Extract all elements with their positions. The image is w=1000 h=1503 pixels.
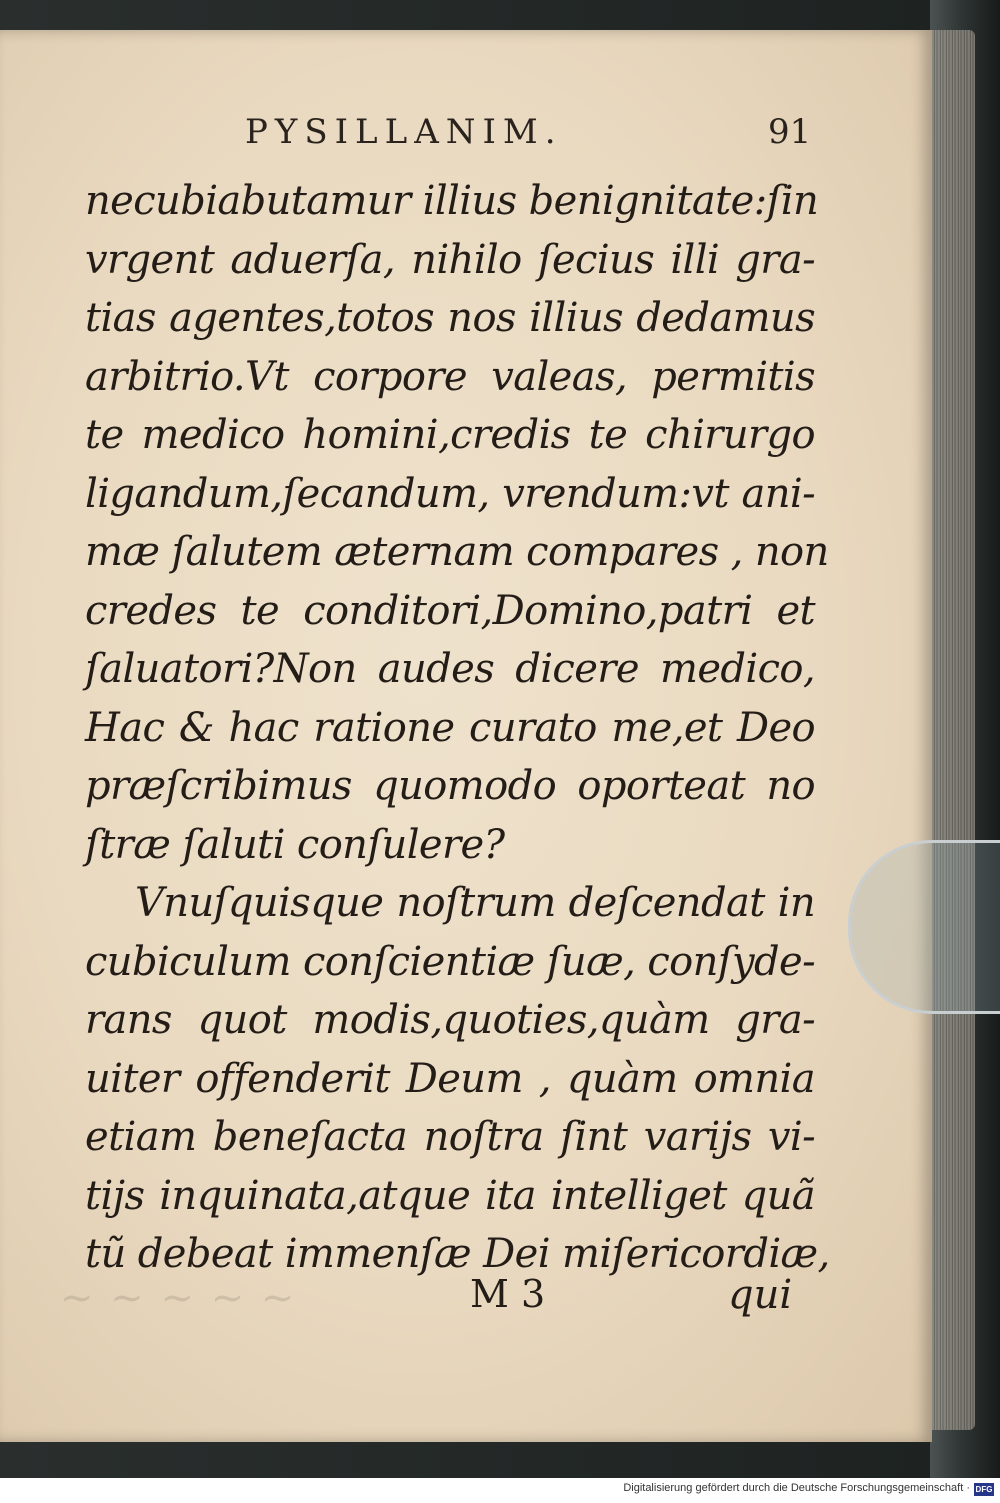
signature-mark: M 3 [470, 1272, 546, 1316]
running-head: PYSILLANIM. [245, 112, 563, 152]
paragraph-start-line: Vnuſquisque noſtrum deſcendat in [135, 880, 815, 926]
text-line: necubiabutamur illius benignitate:ſin [85, 178, 819, 224]
text-line: uiter offenderit Deum , quàm omnia [85, 1055, 815, 1102]
text-block [85, 172, 830, 1284]
text-line: ſaluatori?Non audes dicere medico, [85, 646, 815, 692]
text-line: tijs inquinata,atque ita intelliget quã [85, 1172, 815, 1219]
text-line: rans quot modis,quoties,quàm gra- [85, 997, 815, 1043]
text-line: Hac & hac ratione curato me,et Deo [85, 704, 815, 751]
text-line: cubiculum conſcientiæ ſuæ, conſyde- [85, 938, 815, 985]
text-line: præſcribimus quomodo oporteat no [85, 763, 815, 809]
text-line: arbitrio.Vt corpore valeas, permitis [85, 353, 815, 400]
dfg-logo-icon: DFG [975, 1485, 993, 1494]
text-line: etiam beneſacta noſtra ſint varijs vi- [85, 1114, 815, 1160]
page-number: 91 [768, 112, 812, 152]
bookmark-clip [848, 840, 1000, 1014]
text-line: ligandum,ſecandum, vrendum:vt ani- [85, 470, 815, 517]
text-line: tũ debeat immenſæ Dei miſericordiæ, [85, 1231, 830, 1277]
funding-credit: Digitalisierung gefördert durch die Deutsche Forschungsgemeinschaft · [623, 1482, 970, 1494]
text-line: tias agentes,totos nos illius dedamus [85, 295, 815, 341]
show-through-ink: ~ ~ ~ ~ ~ [60, 1275, 297, 1321]
text-line: mæ ſalutem æternam compares , non [85, 529, 829, 575]
text-line: ſtræ ſaluti conſulere? [85, 821, 505, 868]
text-line: te medico homini,credis te chirurgo [85, 412, 815, 458]
text-line: vrgent aduerſa, nihilo ſecius illi gra- [85, 236, 815, 283]
text-line: credes te conditori,Domino,patri et [85, 587, 815, 634]
catchword: qui [728, 1272, 793, 1318]
footer-bar [0, 1478, 1000, 1503]
